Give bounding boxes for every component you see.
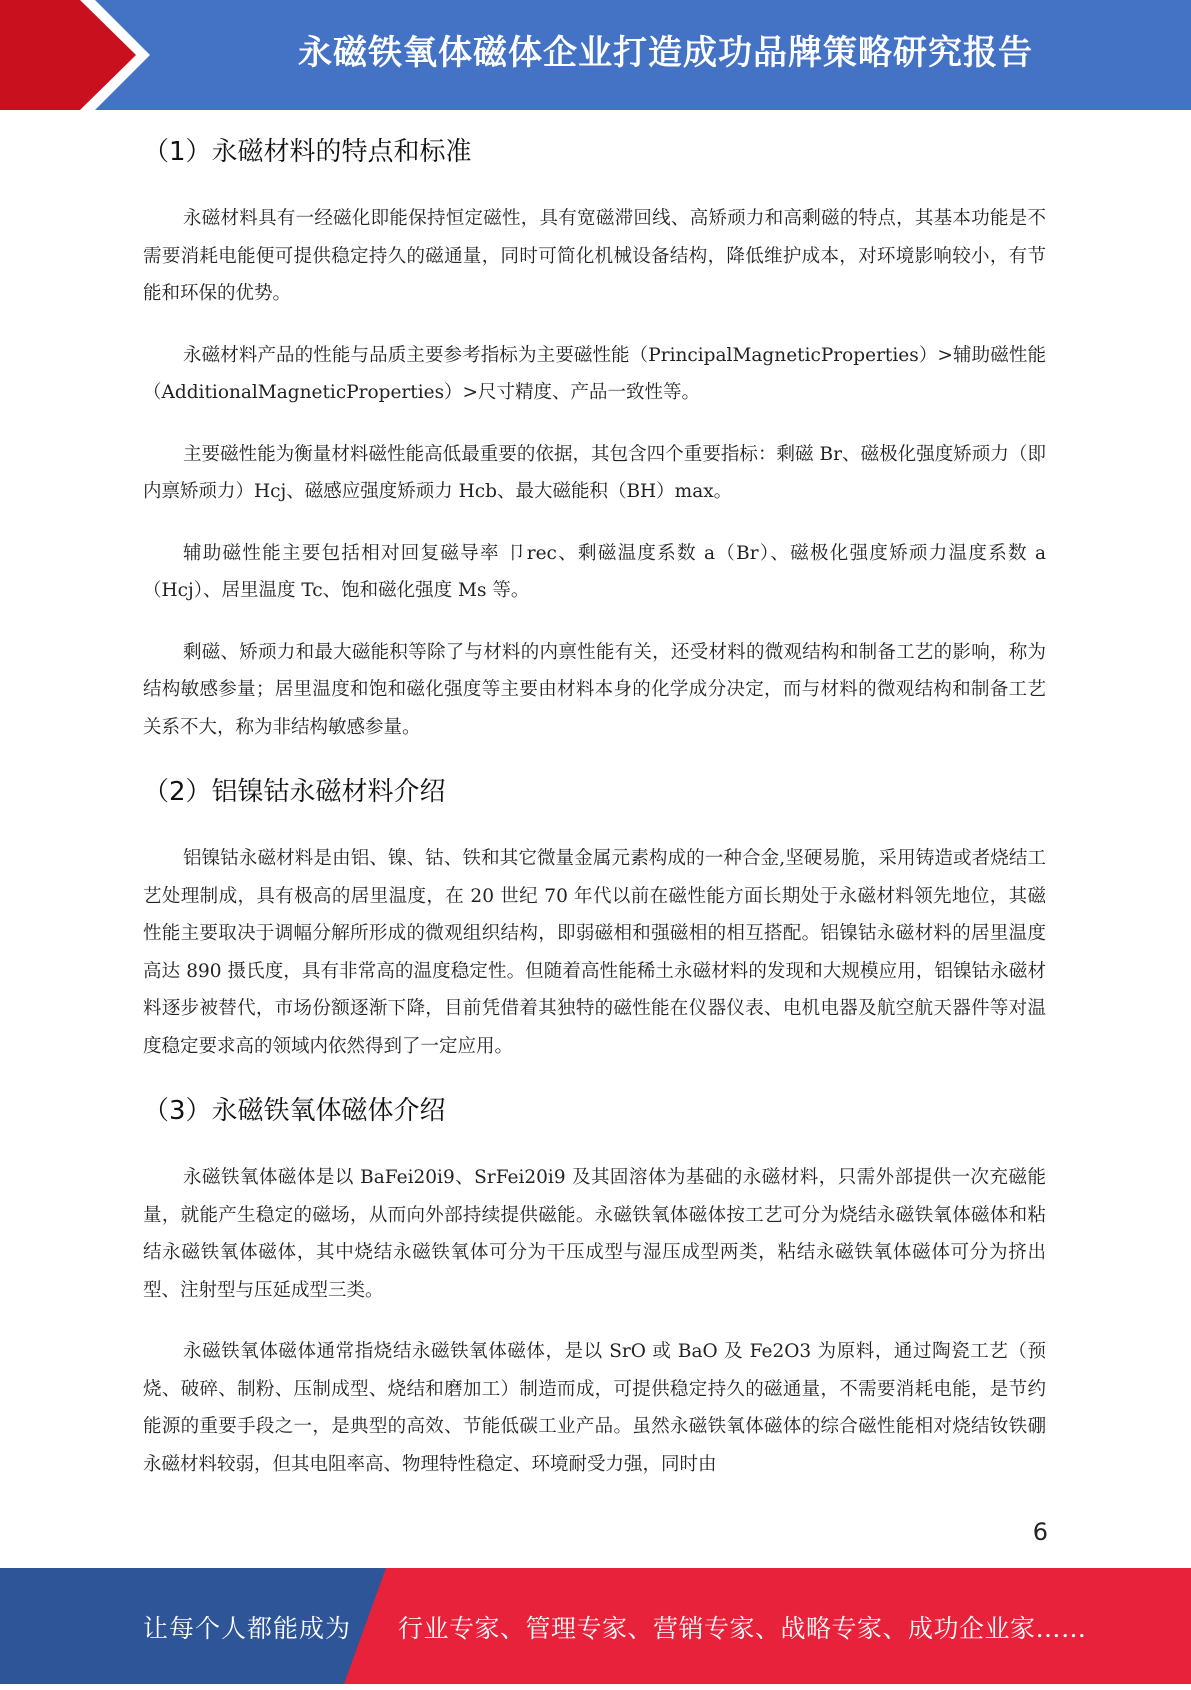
- paragraph: 永磁铁氧体磁体通常指烧结永磁铁氧体磁体，是以 SrO 或 BaO 及 Fe2O3 为原料，通过陶瓷工艺（预烧、破碎、制粉、压制成型、烧结和磨加工）制造而成，可提供稳定持久的磁通量，不需要消耗电能，是节约能源的重要手段之一，是典型的高效、节能低碳工业产品。虽然永磁铁氧体磁体的综合磁性能相对烧结钕铁硼永磁材料较弱，但其电阻率高、物理特性稳定、环境耐受力强，同时由: [143, 1341, 1046, 1475]
- paragraph: 永磁材料具有一经磁化即能保持恒定磁性，具有宽磁滞回线、高矫顽力和高剩磁的特点，其基本功能是不需要消耗电能便可提供稳定持久的磁通量，同时可简化机械设备结构，降低维护成本，对环境影响较小，有节能和环保的优势。: [143, 208, 1046, 304]
- section-2: [143, 770, 1046, 1065]
- section-heading: （3）永磁铁氧体磁体介绍: [143, 1096, 446, 1126]
- paragraph: 辅助磁性能主要包括相对回复磁导率 卩rec、剩磁温度系数 a（Br）、磁极化强度矫顽力温度系数 a（Hcj）、居里温度 Tc、饱和磁化强度 Ms 等。: [143, 542, 1046, 601]
- paragraph: 永磁铁氧体磁体是以 BaFei20i9、SrFei20i9 及其固溶体为基础的永磁材料，只需外部提供一次充磁能量，就能产生稳定的磁场，从而向外部持续提供磁能。永磁铁氧体磁体按工艺可分为烧结永磁铁氧体磁体和粘结永磁铁氧体磁体，其中烧结永磁铁氧体可分为干压成型与湿压成型两类，粘结永磁铁氧体磁体可分为挤出型、注射型与压延成型三类。: [143, 1167, 1046, 1301]
- document-body: [143, 118, 1046, 1507]
- paragraph: 铝镍钴永磁材料是由铝、镍、钴、铁和其它微量金属元素构成的一种合金,坚硬易脆，采用铸造或者烧结工艺处理制成，具有极高的居里温度，在 20 世纪 70 年代以前在磁性能方面长期处于永磁材料领先地位，其磁性能主要取决于调幅分解所形成的微观组织结构，即弱磁相和强磁相的相互搭配。铝镍钴永磁材料的居里温度高达 890 摄氏度，具有非常高的温度稳定性。但随着高性能稀土永磁材料的发现和大规模应用，铝镍钴永磁材料逐步被替代，市场份额逐渐下降，目前凭借着其独特的磁性能在仪器仪表、电机电器及航空航天器件等对温度稳定要求高的领域内依然得到了一定应用。: [143, 848, 1046, 1057]
- header-arrow-icon: [0, 0, 136, 110]
- paragraph: 剩磁、矫顽力和最大磁能积等除了与材料的内禀性能有关，还受材料的微观结构和制备工艺的影响，称为结构敏感参量；居里温度和饱和磁化强度等主要由材料本身的化学成分决定，而与材料的微观结构和制备工艺关系不大，称为非结构敏感参量。: [143, 641, 1046, 738]
- section-1: [143, 130, 1046, 746]
- section-heading: （1）永磁材料的特点和标准: [143, 137, 472, 167]
- paragraph: 主要磁性能为衡量材料磁性能高低最重要的依据，其包含四个重要指标：剩磁 Br、磁极化强度矫顽力（即内禀矫顽力）Hcj、磁感应强度矫顽力 Hcb、最大磁能积（BH）max。: [143, 443, 1046, 502]
- page-number: 6: [1032, 1518, 1048, 1546]
- footer-slogan-right: 行业专家、管理专家、营销专家、战略专家、成功企业家……: [398, 1614, 1087, 1643]
- page-header: [0, 0, 1191, 110]
- report-title: 永磁铁氧体磁体企业打造成功品牌策略研究报告: [298, 33, 1033, 73]
- paragraph: 永磁材料产品的性能与品质主要参考指标为主要磁性能（PrincipalMagneticProperties）>辅助磁性能（AdditionalMagneticProperties）>尺寸精度、产品一致性等。: [143, 344, 1046, 403]
- footer-slogan-left: 让每个人都能成为: [143, 1614, 352, 1643]
- section-heading: （2）铝镍钴永磁材料介绍: [143, 777, 446, 807]
- page-footer: [0, 1568, 1191, 1684]
- section-3: [143, 1089, 1046, 1483]
